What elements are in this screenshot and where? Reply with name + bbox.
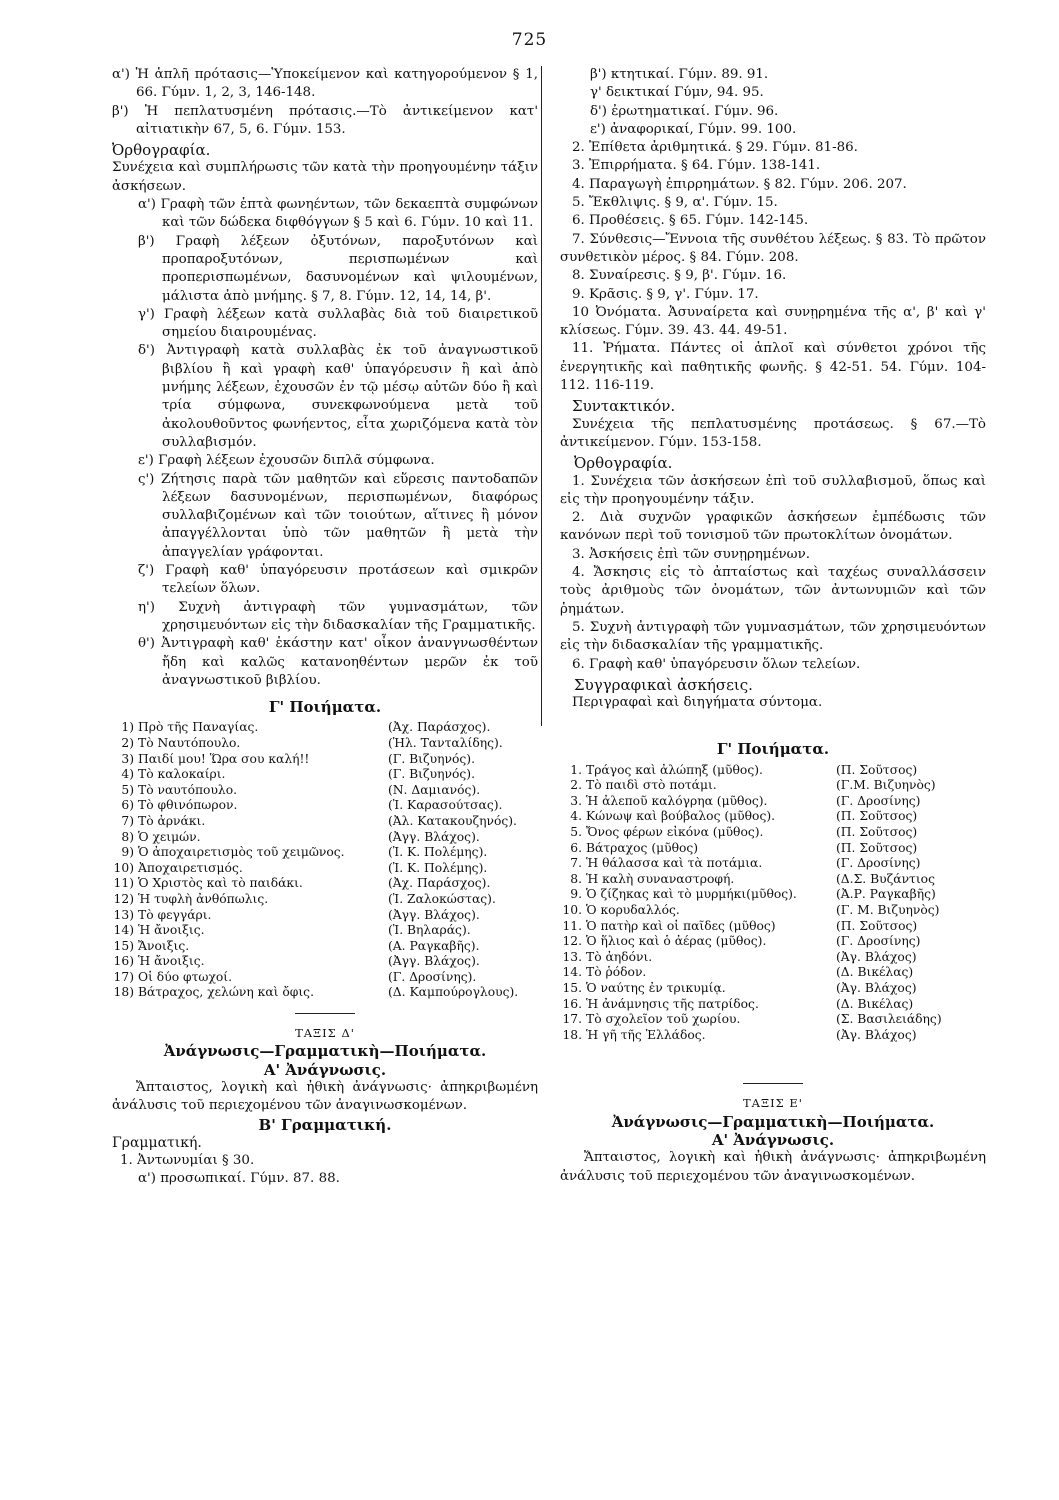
- list-item: ζ') Γραφὴ καθ' ὑπαγόρευσιν προτάσεων καὶ σμικρῶν τελείων ὅλων.: [138, 563, 538, 597]
- poem-title: Ὁ κορυδαλλός.: [586, 903, 680, 918]
- poem-title: Τὸ ἀηδόνι.: [586, 949, 653, 964]
- poem-row: [560, 934, 986, 950]
- list-item: β') Γραφὴ λέξεων ὀξυτόνων, παροξυτόνων καὶ προπαροξυτόνων, περισπωμένων καὶ προπερισπωμένων, δασυνομένων καὶ ψιλουμένων, μάλιστα ἀπὸ μνήμης. § 7, 8. Γύμν. 12, 14, 14, β'.: [138, 233, 538, 304]
- poem-row: [560, 856, 986, 872]
- section-heading: Συγγραφικαὶ ἀσκήσεις.: [574, 675, 753, 694]
- poem-title: Ὁ ἀποχαιρετισμὸς τοῦ χειμῶνος.: [138, 845, 345, 860]
- poem-number: 16.: [562, 996, 582, 1011]
- list-item: 11. Ῥήματα. Πάντες οἱ ἁπλοῖ καὶ σύνθετοι χρόνοι τῆς ἐνεργητικῆς καὶ παθητικῆς φωνῆς. § 42-51. 54. Γύμν. 104-112. 116-119.: [560, 341, 986, 394]
- poem-author: (Γ. Βιζυηνός).: [388, 751, 475, 766]
- poem-row: [112, 939, 538, 955]
- poem-number: 13): [113, 907, 134, 922]
- list-item: β') κτητικαί. Γύμν. 89. 91.: [590, 67, 769, 82]
- poem-author: (Ἡλ. Τανταλίδης).: [388, 735, 503, 750]
- poem-author: (Γ. Δροσίνης).: [388, 969, 477, 984]
- poem-title: Τὸ ἀρνάκι.: [138, 813, 206, 828]
- poem-author: (Ἰ. Κ. Πολέμης).: [388, 860, 488, 875]
- poem-number: 8): [121, 829, 134, 844]
- taxis-title: ΤΑΞΙΣ Δ': [295, 1026, 355, 1041]
- poem-number: 16): [113, 954, 134, 969]
- taxis-subtitle: Ἀνάγνωσις—Γραμματικὴ—Ποιήματα.: [163, 1042, 487, 1061]
- list-item: 5. Συχνὴ ἀντιγραφὴ τῶν γυμνασμάτων, τῶν χρησιμευόντων εἰς τὴν διδασκαλίαν τῆς γραμματικῆς.: [560, 619, 986, 654]
- list-item: 6. Προθέσεις. § 65. Γύμν. 142-145.: [572, 213, 809, 229]
- poem-title: Τὸ ῥόδον.: [586, 965, 647, 980]
- column-divider: [541, 66, 542, 726]
- poem-title: Βάτραχος, χελώνη καὶ ὄφις.: [138, 985, 314, 1000]
- poem-title: Ὁ πατὴρ καὶ οἱ παῖδες (μῦθος): [586, 918, 776, 933]
- section-heading: Γραμματική.: [112, 1134, 202, 1151]
- list-item: η') Συχνὴ ἀντιγραφὴ τῶν γυμνασμάτων, τῶν χρησιμευόντων εἰς τὴν διδασκαλίαν τῆς Γραμματικῆς.: [138, 599, 538, 633]
- poem-title: Τὸ ναυτόπουλο.: [138, 782, 238, 797]
- poem-row: [560, 903, 986, 919]
- poem-title: Ὁ Χριστὸς καὶ τὸ παιδάκι.: [138, 876, 303, 891]
- poem-row: [112, 985, 538, 1001]
- poem-title: Ἡ θάλασσα καὶ τὰ ποτάμια.: [586, 856, 763, 871]
- paragraph: β') Ἡ πεπλατυσμένη πρότασις.—Τὸ ἀντικείμενον κατ' αἰτιατικὴν 67, 5, 6. Γύμν. 153.: [112, 103, 538, 137]
- divider: [295, 1013, 355, 1014]
- list-item: 8. Συναίρεσις. § 9, β'. Γύμν. 16.: [572, 268, 787, 284]
- poem-title: Τὸ σχολεῖον τοῦ χωρίου.: [586, 1012, 741, 1027]
- poem-number: 12): [113, 891, 134, 906]
- poem-author: (Γ. Δροσίνης): [836, 856, 921, 871]
- poem-author: (Π. Σοῦτσος): [836, 809, 918, 824]
- list-item: ς') Ζήτησις παρὰ τῶν μαθητῶν καὶ εὕρεσις παντοδαπῶν λέξεων δασυνομένων, περισπωμένων, διαφόρως συλλαβιζομένων καὶ τῶν τοιούτων, αἵτινες ἢ μόνον ἀπαγγέλλονται ὑπὸ τῶν μαθητῶν ἢ μετὰ τὴν ἀπαγγελίαν γράφονται.: [138, 471, 538, 560]
- list-item: 3. Ἐπιρρήματα. § 64. Γύμν. 138-141.: [572, 158, 821, 174]
- poem-title: Παιδί μου! Ὥρα σου καλή!!: [138, 751, 310, 766]
- poem-title: Ἡ ἄνοιξις.: [138, 923, 205, 938]
- poem-row: [112, 814, 538, 830]
- poem-number: 2): [121, 735, 134, 750]
- list-item: 9. Κρᾶσις. § 9, γ'. Γύμν. 17.: [572, 286, 759, 302]
- list-item: 4. Ἄσκησις εἰς τὸ ἀπταίστως καὶ ταχέως συναλλάσσειν τοὺς ἀριθμοὺς τῶν ὀνομάτων, τῶν ἀντωνυμιῶν καὶ τῶν ῥημάτων.: [560, 565, 986, 617]
- taxis-title: ΤΑΞΙΣ Ε': [743, 1096, 803, 1111]
- list-item: 2. Ἐπίθετα ἀριθμητικά. § 29. Γύμν. 81-86.: [572, 140, 858, 156]
- poem-row: [112, 783, 538, 799]
- poem-author: (Α. Ραγκαβῆς).: [388, 938, 480, 953]
- poem-title: Ἡ ἀλεποῦ καλόγρηα (μῦθος).: [586, 793, 768, 808]
- poem-author: (Π. Σοῦτσος): [836, 840, 918, 855]
- poem-row: [560, 950, 986, 966]
- poem-number: 7.: [570, 856, 582, 871]
- section-heading: Ὀρθογραφία.: [574, 454, 673, 473]
- poem-row: [112, 908, 538, 924]
- poem-number: 1.: [570, 762, 582, 777]
- poem-row: [112, 923, 538, 939]
- poem-author: (Ἀγ. Βλάχος): [836, 1027, 917, 1042]
- taxis-subtitle: Ἀνάγνωσις—Γραμματικὴ—Ποιήματα.: [611, 1112, 935, 1131]
- poem-author: (Ἀχ. Παράσχος).: [388, 876, 491, 891]
- poem-author: (Δ.Σ. Βυζάντιος: [836, 871, 935, 886]
- poem-row: [112, 752, 538, 768]
- list-item: 5. Ἔκθλιψις. § 9, α'. Γύμν. 15.: [572, 195, 778, 211]
- poem-row: [112, 798, 538, 814]
- right-column: [560, 66, 986, 1186]
- poem-row: [560, 1028, 986, 1044]
- poem-title: Τράγος καὶ ἀλώπηξ (μῦθος).: [586, 762, 763, 777]
- poem-author: (Ἀγγ. Βλάχος).: [388, 907, 480, 922]
- poem-row: [560, 841, 986, 857]
- paragraph: Ἄπταιστος, λογικὴ καὶ ἠθικὴ ἀνάγνωσις· ἀπηκριβωμένη ἀνάλυσις τοῦ περιεχομένου τῶν ἀναγινωσκομένων.: [560, 1150, 986, 1184]
- poem-author: (Ἰ. Ζαλοκώστας).: [388, 891, 496, 906]
- poem-number: 3.: [570, 793, 582, 808]
- poem-author: (Ἰ. Κ. Πολέμης).: [388, 845, 488, 860]
- poems-table: [112, 720, 538, 1001]
- list-item: 6. Γραφὴ καθ' ὑπαγόρευσιν ὅλων τελείων.: [572, 656, 861, 672]
- section-heading: Ὀρθογραφία.: [112, 141, 211, 160]
- list-item: ε') Γραφὴ λέξεων ἐχουσῶν διπλᾶ σύμφωνα.: [138, 453, 435, 469]
- poem-number: 3): [121, 751, 134, 766]
- list-item: δ') ἐρωτηματικαί. Γύμν. 96.: [590, 103, 779, 119]
- poem-number: 17): [113, 969, 134, 984]
- poem-author: (Γ. Δροσίνης): [836, 934, 921, 949]
- poem-number: 5.: [570, 825, 582, 840]
- poem-number: 11.: [562, 918, 582, 933]
- poem-title: Κώνωψ καὶ βούβαλος (μῦθος).: [586, 809, 776, 824]
- list-item: 3. Ἀσκήσεις ἐπὶ τῶν συνῃρημένων.: [572, 546, 810, 562]
- poem-title: Ὁ ἥλιος καὶ ὁ ἀέρας (μῦθος).: [586, 934, 767, 949]
- poem-title: Ἡ τυφλὴ ἀνθόπωλις.: [138, 891, 269, 906]
- poem-row: [560, 872, 986, 888]
- poem-title: Τὸ φθινόπωρον.: [138, 798, 238, 813]
- poem-title: Ἡ γῆ τῆς Ἑλλάδος.: [586, 1027, 706, 1042]
- poem-number: 15.: [562, 981, 582, 995]
- poem-row: [112, 720, 538, 736]
- poem-author: (Π. Σοῦτσος): [836, 762, 918, 777]
- poem-number: 9.: [570, 887, 582, 902]
- poem-title: Ὄνος φέρων εἰκόνα (μῦθος).: [586, 825, 764, 840]
- poems-heading: Γ' Ποιήματα.: [716, 740, 830, 759]
- list-item: θ') Ἀντιγραφὴ καθ' ἑκάστην κατ' οἶκον ἀνανγνωσθέντων ἤδη καὶ καλῶς κατανοηθέντων μερῶν ἐκ τοῦ ἀναγνωστικοῦ βιβλίου.: [138, 636, 538, 688]
- list-item: 1. Ἀντωνυμίαι § 30.: [120, 1153, 255, 1169]
- divider: [743, 1083, 803, 1084]
- poem-author: (Ἀγ. Βλάχος): [836, 981, 917, 995]
- poem-author: (Π. Σοῦτσος): [836, 825, 918, 840]
- poem-title: Ἡ καλὴ συναναστροφή.: [586, 871, 735, 886]
- poem-number: 5): [121, 782, 134, 797]
- poem-author: (Ἀγγ. Βλάχος).: [388, 829, 480, 844]
- poem-number: 9): [121, 845, 134, 860]
- poem-author: (Γ.Μ. Βιζυηνὸς): [836, 778, 936, 793]
- poem-author: (Ἰ. Καρασούτσας).: [388, 798, 503, 813]
- poems-table: [560, 763, 986, 1044]
- poem-number: 17.: [562, 1012, 582, 1027]
- list-item: 2. Διὰ συχνῶν γραφικῶν ἀσκήσεων ἐμπέδωσις τῶν κανόνων περὶ τοῦ τονισμοῦ τῶν πρωτοκλίτων ὀνομάτων.: [560, 510, 986, 544]
- poem-title: Πρὸ τῆς Παναγίας.: [138, 720, 259, 735]
- poem-title: Οἱ δύο φτωχοί.: [138, 969, 233, 984]
- poem-number: 10): [113, 860, 134, 875]
- poem-number: 4.: [570, 809, 582, 824]
- poem-row: [560, 809, 986, 825]
- poem-number: 7): [121, 813, 134, 828]
- poem-row: [112, 892, 538, 908]
- poem-number: 18): [113, 985, 134, 1000]
- poem-author: (Π. Σοῦτσος): [836, 918, 918, 933]
- list-item: α') προσωπικαί. Γύμν. 87. 88.: [138, 1171, 340, 1187]
- poem-author: (Γ. Βιζυηνός).: [388, 767, 475, 782]
- poem-row: [112, 876, 538, 892]
- poem-row: [560, 887, 986, 903]
- poem-title: Ὁ ζίζηκας καὶ τὸ μυρμήκι(μῦθος).: [586, 887, 797, 902]
- poem-author: (Δ. Καμπούρογλους).: [388, 985, 519, 1000]
- poem-number: 18.: [562, 1027, 582, 1042]
- poem-row: [112, 736, 538, 752]
- list-item: 1. Συνέχεια τῶν ἀσκήσεων ἐπὶ τοῦ συλλαβισμοῦ, ὅπως καὶ εἰς τὴν προηγουμένην τάξιν.: [560, 473, 986, 507]
- poem-row: [560, 919, 986, 935]
- poem-number: 14.: [562, 965, 582, 980]
- poems-heading: Γ' Ποιήματα.: [268, 698, 382, 717]
- poem-number: 15): [113, 938, 134, 953]
- poem-number: 4): [121, 767, 134, 782]
- list-item: ε') ἀναφορικαί, Γύμν. 99. 100.: [590, 121, 797, 137]
- poem-title: Ἡ ἄνοιξις.: [138, 954, 205, 969]
- paragraph: Ἄπταιστος, λογικὴ καὶ ἠθικὴ ἀνάγνωσις· ἀπηκριβωμένη ἀνάλυσις τοῦ περιεχομένου τῶν ἀναγινωσκομένων.: [112, 1079, 538, 1114]
- poem-author: (Ἀγ. Βλάχος): [836, 949, 917, 964]
- poem-number: 6): [121, 798, 134, 813]
- poem-title: Ἄνοιξις.: [138, 938, 190, 953]
- list-item: 7. Σύνθεσις—Ἔννοια τῆς συνθέτου λέξεως. § 83. Τὸ πρῶτον συνθετικὸν μέρος. § 84. Γύμν. 208.: [560, 231, 986, 265]
- paragraph: Συνέχεια τῆς πεπλατυσμένης προτάσεως. § 67.—Τὸ ἀντικείμενον. Γύμν. 153-158.: [560, 416, 986, 450]
- poem-row: [560, 965, 986, 981]
- poem-row: [560, 794, 986, 810]
- paragraph: α') Ἡ ἁπλῆ πρότασις—Ὑποκείμενον καὶ κατηγορούμενον § 1, 66. Γύμν. 1, 2, 3, 146-148.: [112, 67, 538, 101]
- poem-row: [112, 954, 538, 970]
- page-number: 725: [511, 30, 548, 50]
- poem-number: 10.: [562, 903, 582, 918]
- poem-row: [560, 825, 986, 841]
- poem-title: Τὸ Ναυτόπουλο.: [138, 735, 241, 750]
- left-column: [112, 66, 538, 1189]
- list-item: δ') Ἀντιγραφὴ κατὰ συλλαβὰς ἐκ τοῦ ἀναγνωστικοῦ βιβλίου ἢ καὶ γραφὴ καθ' ὑπαγόρευσιν ἢ καὶ ἀπὸ μνήμης λέξεων, ἐχουσῶν ἐν τῷ μέσῳ αὐτῶν δύο ἢ καὶ τρία σύμφωνα, συνεκφωνούμενα μετὰ τοῦ ἀκολουθοῦντος φωνήεντος, εἶτα χωριζόμενα κατὰ τὸν συλλαβισμόν.: [138, 343, 538, 450]
- poem-row: [112, 845, 538, 861]
- poem-author: (Γ. Δροσίνης): [836, 793, 921, 808]
- poem-row: [560, 981, 986, 997]
- poem-row: [560, 778, 986, 794]
- poem-title: Ὁ ναύτης ἐν τρικυμίᾳ.: [586, 981, 726, 995]
- anagnosis-heading: Α' Ἀνάγνωσις.: [711, 1130, 835, 1149]
- poem-title: Τὸ καλοκαίρι.: [138, 767, 226, 782]
- paragraph: Συνέχεια καὶ συμπλήρωσις τῶν κατὰ τὴν προηγουμένην τάξιν ἀσκήσεων.: [112, 160, 538, 194]
- poem-title: Ὁ χειμών.: [138, 829, 201, 844]
- poem-number: 2.: [570, 778, 582, 793]
- list-item: 4. Παραγωγὴ ἐπιρρημάτων. § 82. Γύμν. 206. 207.: [572, 176, 907, 192]
- poem-number: 1): [121, 720, 134, 735]
- poem-row: [560, 1012, 986, 1028]
- list-item: γ') Γραφὴ λέξεων κατὰ συλλαβὰς διὰ τοῦ διαιρετικοῦ σημείου διαιρουμένας.: [138, 306, 538, 341]
- poem-title: Τὸ παιδὶ στὸ ποτάμι.: [586, 778, 717, 793]
- poem-number: 6.: [570, 840, 582, 855]
- poem-title: Βάτραχος (μῦθος): [586, 840, 699, 855]
- poem-row: [112, 970, 538, 986]
- poem-author: (Ἀγγ. Βλάχος).: [388, 954, 480, 969]
- poem-title: Ἀποχαιρετισμός.: [138, 860, 243, 875]
- poem-author: (Δ. Βικέλας): [836, 965, 914, 980]
- list-item: α') Γραφὴ τῶν ἑπτὰ φωνηέντων, τῶν δεκαεπτὰ συμφώνων καὶ τῶν δώδεκα διφθόγγων § 5 καὶ 6. Γύμν. 10 καὶ 11.: [138, 197, 538, 231]
- poem-title: Ἡ ἀνάμνησις τῆς πατρίδος.: [586, 996, 759, 1011]
- poem-author: (Γ. Μ. Βιζυηνὸς): [836, 903, 940, 918]
- anagnosis-heading: Α' Ἀνάγνωσις.: [263, 1060, 387, 1079]
- list-item: 10 Ὀνόματα. Ἀσυναίρετα καὶ συνῃρημένα τῆς α', β' καὶ γ' κλίσεως. Γύμν. 39. 43. 44. 49-51.: [560, 304, 986, 339]
- poem-author: (Σ. Βασιλειάδης): [836, 1012, 942, 1027]
- poem-title: Τὸ φεγγάρι.: [138, 907, 212, 922]
- poem-row: [112, 767, 538, 783]
- poem-author: (Ἀλ. Κατακουζηνός).: [388, 813, 517, 828]
- poem-number: 8.: [570, 871, 582, 886]
- list-item: γ' δεικτικαί Γύμν, 94. 95.: [590, 85, 764, 101]
- poem-author: (Ἀχ. Παράσχος).: [388, 720, 491, 735]
- poem-author: (Δ. Βικέλας): [836, 996, 914, 1011]
- poem-author: (Ν. Δαμιανός).: [388, 782, 481, 797]
- poem-number: 11): [113, 876, 134, 891]
- poem-row: [112, 861, 538, 877]
- poem-row: [560, 763, 986, 779]
- grammar-heading: Β' Γραμματική.: [258, 1115, 392, 1134]
- poem-author: (Ἰ. Βηλαράς).: [388, 923, 471, 938]
- poem-number: 12.: [562, 934, 582, 949]
- poem-author: (Ἀ.Ρ. Ραγκαβῆς): [836, 887, 936, 902]
- poem-row: [112, 830, 538, 846]
- section-heading: Συντακτικόν.: [572, 397, 676, 416]
- paragraph: Περιγραφαὶ καὶ διηγήματα σύντομα.: [572, 695, 823, 711]
- poem-number: 13.: [562, 949, 582, 964]
- poem-row: [560, 997, 986, 1013]
- poem-number: 14): [113, 923, 134, 938]
